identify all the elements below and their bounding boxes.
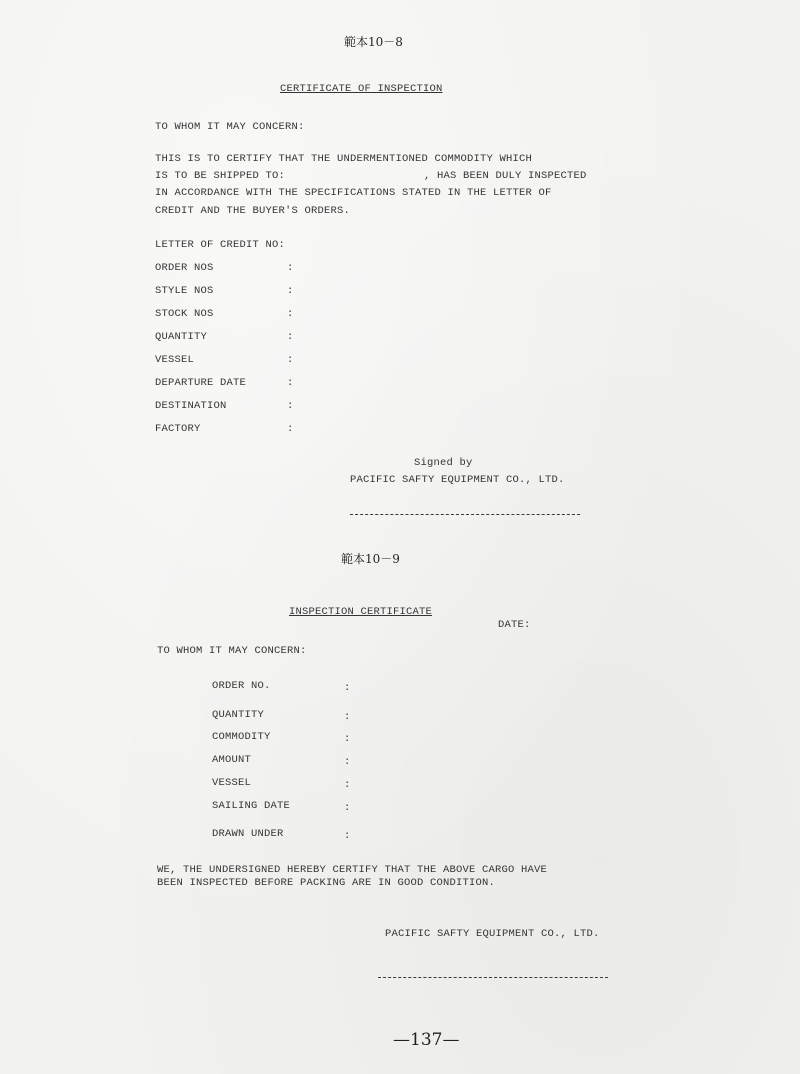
body-line-3: IN ACCORDANCE WITH THE SPECIFICATIONS STATED IN THE LETTER OF	[155, 187, 552, 199]
salutation-2: TO WHOM IT MAY CONCERN:	[157, 645, 307, 657]
field-label: ORDER NO.	[212, 680, 271, 692]
field-colon: :	[344, 779, 351, 791]
field-label: AMOUNT	[212, 754, 252, 766]
field-label: DEPARTURE DATE	[155, 377, 247, 389]
field-label: VESSEL	[212, 777, 252, 789]
field-colon: :	[287, 354, 294, 366]
field-colon: :	[344, 711, 351, 723]
field-label: DESTINATION	[155, 400, 227, 412]
sample-heading-10-9: 範本10－9	[341, 552, 400, 566]
date-label: DATE:	[498, 619, 531, 631]
statement-line-1: WE, THE UNDERSIGNED HEREBY CERTIFY THAT THE ABOVE CARGO HAVE	[157, 864, 548, 876]
certificate-title: CERTIFICATE OF INSPECTION	[280, 83, 443, 95]
field-label: STOCK NOS	[155, 308, 214, 320]
field-colon: :	[344, 830, 351, 842]
field-colon: :	[287, 400, 294, 412]
body-line-4: CREDIT AND THE BUYER'S ORDERS.	[155, 205, 351, 217]
sample-heading-10-8: 範本10－8	[344, 35, 403, 49]
company-name-2: PACIFIC SAFTY EQUIPMENT CO., LTD.	[385, 928, 600, 940]
field-colon: :	[287, 262, 294, 274]
statement-line-2: BEEN INSPECTED BEFORE PACKING ARE IN GOOD CONDITION.	[157, 877, 496, 889]
field-colon: :	[344, 802, 351, 814]
field-colon: :	[287, 377, 294, 389]
signed-by-label: Signed by	[414, 457, 473, 469]
field-label: SAILING DATE	[212, 800, 291, 812]
field-label: VESSEL	[155, 354, 195, 366]
body-line-2b: , HAS BEEN DULY INSPECTED	[424, 170, 587, 182]
page-number: —137—	[393, 1030, 460, 1050]
body-line-2: IS TO BE SHIPPED TO:	[155, 170, 286, 182]
field-colon: :	[344, 756, 351, 768]
field-colon: :	[344, 733, 351, 745]
field-colon: :	[344, 682, 351, 694]
signature-line	[350, 514, 580, 515]
field-label: QUANTITY	[155, 331, 208, 343]
field-colon: :	[287, 285, 294, 297]
field-label: QUANTITY	[212, 709, 265, 721]
field-label: STYLE NOS	[155, 285, 214, 297]
body-line-1: THIS IS TO CERTIFY THAT THE UNDERMENTIONED COMMODITY WHICH	[155, 153, 533, 165]
company-name: PACIFIC SAFTY EQUIPMENT CO., LTD.	[350, 474, 565, 486]
signature-line-2	[378, 977, 608, 978]
field-label: FACTORY	[155, 423, 201, 435]
field-label: ORDER NOS	[155, 262, 214, 274]
field-label: COMMODITY	[212, 731, 271, 743]
field-colon: :	[287, 308, 294, 320]
field-label: DRAWN UNDER	[212, 828, 284, 840]
field-colon: :	[287, 423, 294, 435]
field-colon: :	[287, 331, 294, 343]
lc-label: LETTER OF CREDIT NO:	[155, 239, 286, 251]
salutation: TO WHOM IT MAY CONCERN:	[155, 121, 305, 133]
inspection-certificate-title: INSPECTION CERTIFICATE	[289, 606, 433, 618]
